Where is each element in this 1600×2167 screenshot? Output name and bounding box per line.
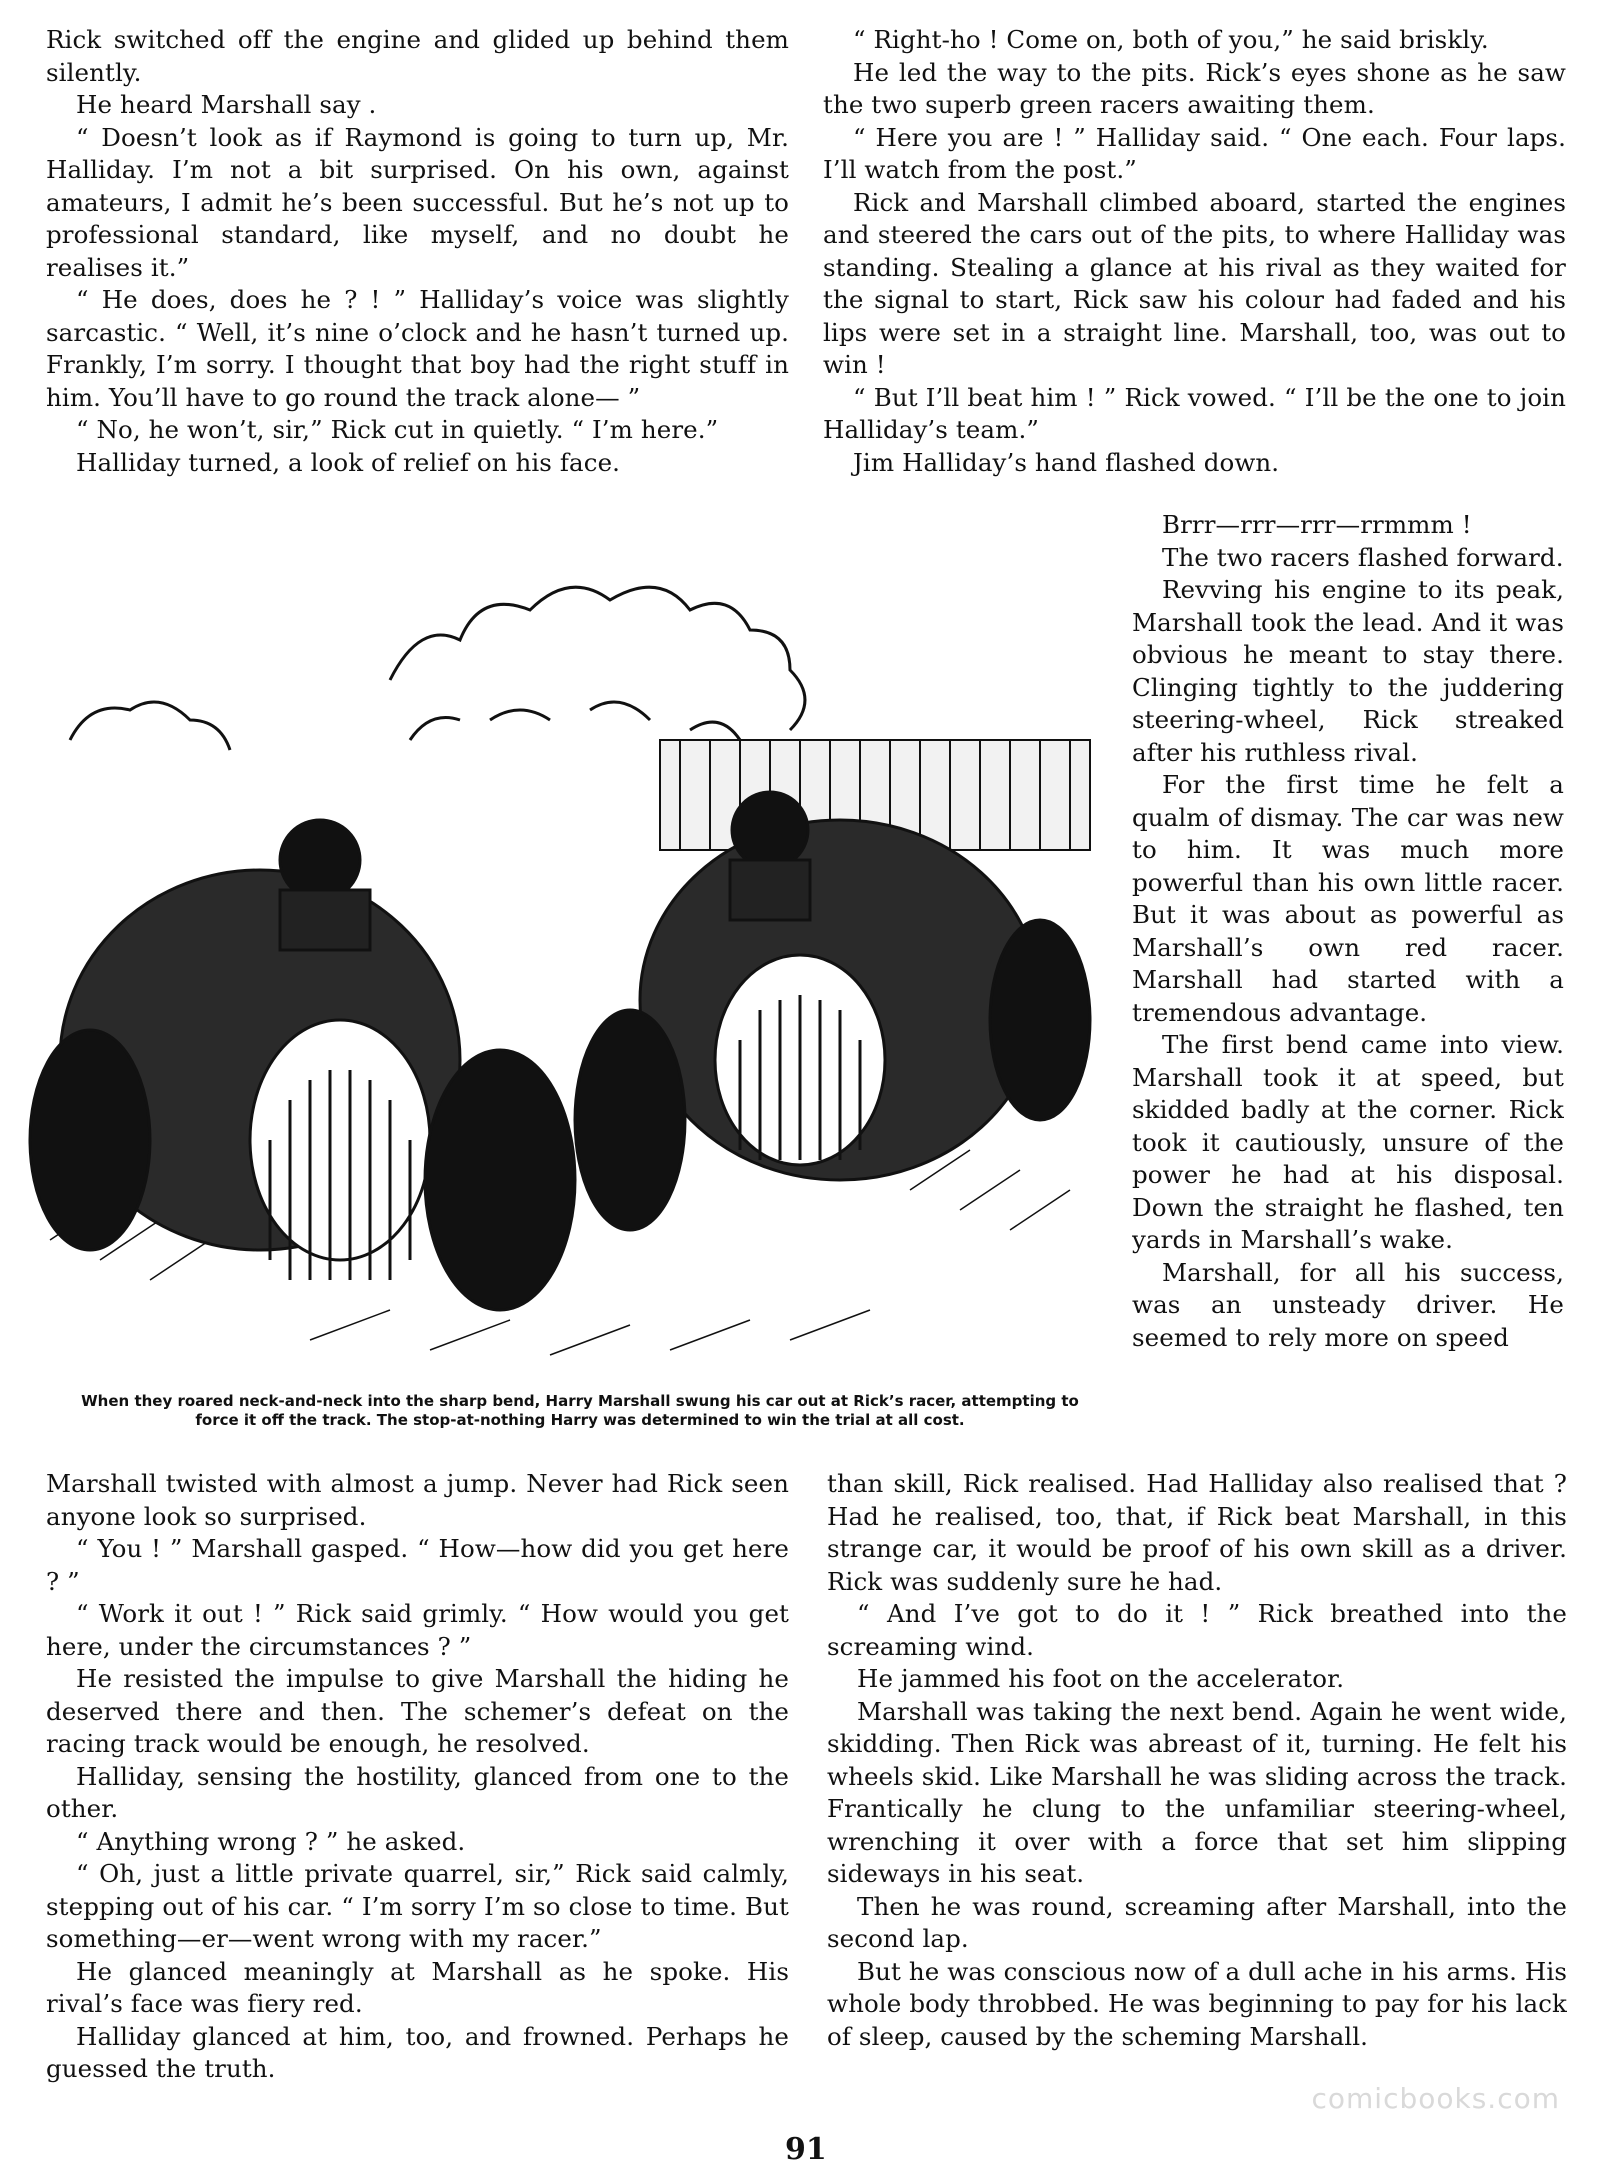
paragraph: Halliday, sensing the hostility, glanced from one to the other. [46, 1761, 789, 1823]
paragraph: “ Here you are ! ” Halliday said. “ One each. Four laps. I’ll watch from the post.” [823, 122, 1566, 184]
paragraph: Marshall was taking the next bend. Again he went wide, skidding. Then Rick was abreast of it, turning. He felt his wheels skid. Like Marshall he was sliding across the track. Frantically he clung to the unfamiliar steering-wheel, wrenching it over with a force that set him slipping sideways in his seat. [827, 1696, 1567, 1888]
paragraph: “ And I’ve got to do it ! ” Rick breathed into the screaming wind. [827, 1599, 1567, 1661]
paragraph: Then he was round, screaming after Marshall, into the second lap. [827, 1891, 1567, 1953]
paragraph: For the first time he felt a qualm of dismay. The car was new to him. It was much more powerful than his own little racer. But it was about as powerful as Marshall’s own red racer. Marshall had started with a tremendous advantage. [1132, 770, 1564, 1027]
illustration-caption: When they roared neck-and-neck into the sharp bend, Harry Marshall swung his car out at Rick’s racer, attempting to force it off the track. The stop-at-nothing Harry was determined to win the trial at all cost. [81, 1392, 1079, 1429]
paragraph: Halliday turned, a look of relief on his face. [76, 447, 621, 477]
paragraph: Halliday glanced at him, too, and frowned. Perhaps he guessed the truth. [46, 2021, 789, 2083]
paragraph: He heard Marshall say . [76, 90, 377, 119]
tree-line [70, 587, 805, 750]
racer-left [30, 820, 575, 1310]
paragraph: He led the way to the pits. Rick’s eyes shone as he saw the two superb green racers awaiting them. [823, 57, 1566, 119]
paragraph: Rick and Marshall climbed aboard, started the engines and steered the cars out of the pits, to where Halliday was standing. Stealing a glance at his rival as they waited for the signal to start, Rick saw his colour had faded and his lips were set in a straight line. Marshall, too, was out to win ! [823, 187, 1566, 379]
paragraph: “ Doesn’t look as if Raymond is going to turn up, Mr. Halliday. I’m not a bit surprised. On his own, against amateurs, I admit he’s been successful. But he’s not up to professional standard, like myself, and no doubt he realises it.” [46, 122, 789, 282]
paragraph: The two racers flashed forward. [1162, 542, 1564, 572]
paragraph: Jim Halliday’s hand flashed down. [853, 447, 1280, 477]
racing-cars-illustration [10, 540, 1120, 1390]
paragraph: Marshall, for all his success, was an unsteady driver. He seemed to rely more on speed [1132, 1257, 1564, 1352]
column-side-right [1132, 509, 1564, 1469]
column-bottom-left [46, 1468, 789, 2123]
paragraph: “ He does, does he ? ! ” Halliday’s voice was slightly sarcastic. “ Well, it’s nine o’clock and he hasn’t turned up. Frankly, I’m sorry. I thought that boy had the right stuff in him. You’ll have to go round the track alone— ” [46, 285, 789, 412]
paragraph: “ But I’ll beat him ! ” Rick vowed. “ I’ll be the one to join Halliday’s team.” [823, 382, 1566, 444]
page-number: 91 [785, 2132, 827, 2167]
watermark: comicbooks.com [1311, 2082, 1560, 2115]
racer-right [575, 792, 1090, 1230]
paragraph: He jammed his foot on the accelerator. [857, 1664, 1345, 1693]
paragraph: “ No, he won’t, sir,” Rick cut in quietly. “ I’m here.” [76, 415, 719, 444]
paragraph: He glanced meaningly at Marshall as he spoke. His rival’s face was fiery red. [46, 1956, 789, 2018]
column-bottom-right [827, 1468, 1567, 2123]
paragraph: “ Right-ho ! Come on, both of you,” he said briskly. [853, 25, 1489, 54]
paragraph: Rick switched off the engine and glided up behind them silently. [46, 25, 789, 87]
paragraph: The first bend came into view. Marshall took it at speed, but skidded badly at the corner. Rick took it cautiously, unsure of the power he had at his disposal. Down the straight he flashed, ten yards in Marshall’s wake. [1132, 1030, 1564, 1254]
paragraph: Brrr—rrr—rrr—rrmmm ! [1162, 510, 1472, 539]
paragraph: “ Oh, just a little private quarrel, sir,” Rick said calmly, stepping out of his car. “ I’m sorry I’m so close to time. But something—er—went wrong with my racer.” [46, 1859, 789, 1953]
paragraph: He resisted the impulse to give Marshall the hiding he deserved there and then. The schemer’s defeat on the racing track would be enough, he resolved. [46, 1664, 789, 1758]
paragraph: Marshall twisted with almost a jump. Never had Rick seen anyone look so surprised. [46, 1469, 789, 1531]
paragraph: “ Work it out ! ” Rick said grimly. “ How would you get here, under the circumstances ? ” [46, 1599, 789, 1661]
paragraph: But he was conscious now of a dull ache in his arms. His whole body throbbed. He was beginning to pay for his lack of sleep, caused by the scheming Marshall. [827, 1956, 1567, 2051]
paragraph: Revving his engine to its peak, Marshall took the lead. And it was obvious he meant to stay there. Clinging tightly to the juddering steering-wheel, Rick streaked after his ruthless rival. [1132, 575, 1564, 767]
paragraph: “ Anything wrong ? ” he asked. [76, 1826, 466, 1856]
paragraph: than skill, Rick realised. Had Halliday also realised that ? Had he realised, too, that, if Rick beat Marshall, in this strange car, it would be proof of his own skill as a driver. Rick was suddenly sure he had. [827, 1469, 1567, 1596]
column-top-left [46, 24, 789, 516]
paragraph: “ You ! ” Marshall gasped. “ How—how did you get here ? ” [46, 1534, 789, 1596]
column-top-right [823, 24, 1566, 519]
